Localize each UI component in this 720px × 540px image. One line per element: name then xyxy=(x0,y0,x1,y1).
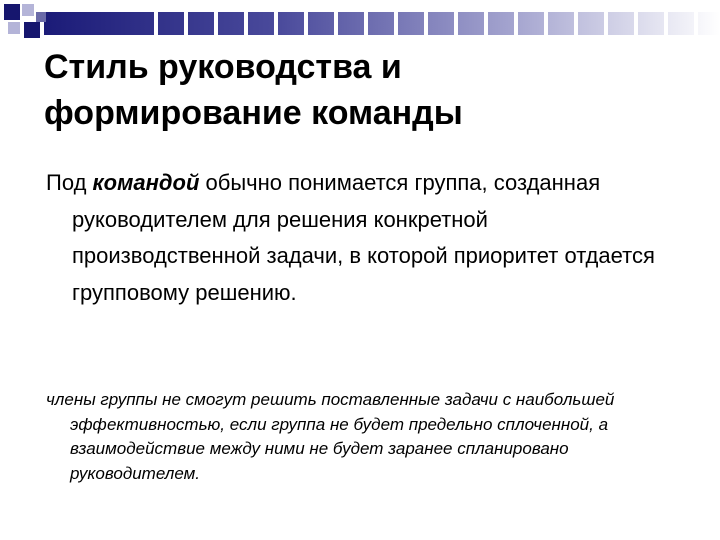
slide-title xyxy=(44,44,684,136)
corner-square-decoration xyxy=(22,4,34,16)
header-gradient-band xyxy=(44,12,720,35)
corner-square-decoration xyxy=(24,22,40,38)
para1-emphasis: командой xyxy=(92,170,200,195)
title-line-2: формирование команды xyxy=(44,94,463,132)
corner-square-decoration xyxy=(36,12,46,22)
corner-square-decoration xyxy=(4,4,20,20)
condition-paragraph: члены группы не смогут решить поставленные задачи с наибольшей эффективностью, если группа не будет предельно сплоченной, а взаимодействие между ними не будет заранее спланировано руководителем. xyxy=(46,390,615,483)
definition-paragraph xyxy=(46,165,672,311)
corner-square-decoration xyxy=(8,22,20,34)
para1-rest: обычно понимается группа, созданная руководителем для решения конкретной производственной задачи, в которой приоритет отдается групповому решению. xyxy=(72,170,655,305)
title-line-1: Стиль руководства и xyxy=(44,48,402,86)
para1-prefix: Под xyxy=(46,170,87,195)
